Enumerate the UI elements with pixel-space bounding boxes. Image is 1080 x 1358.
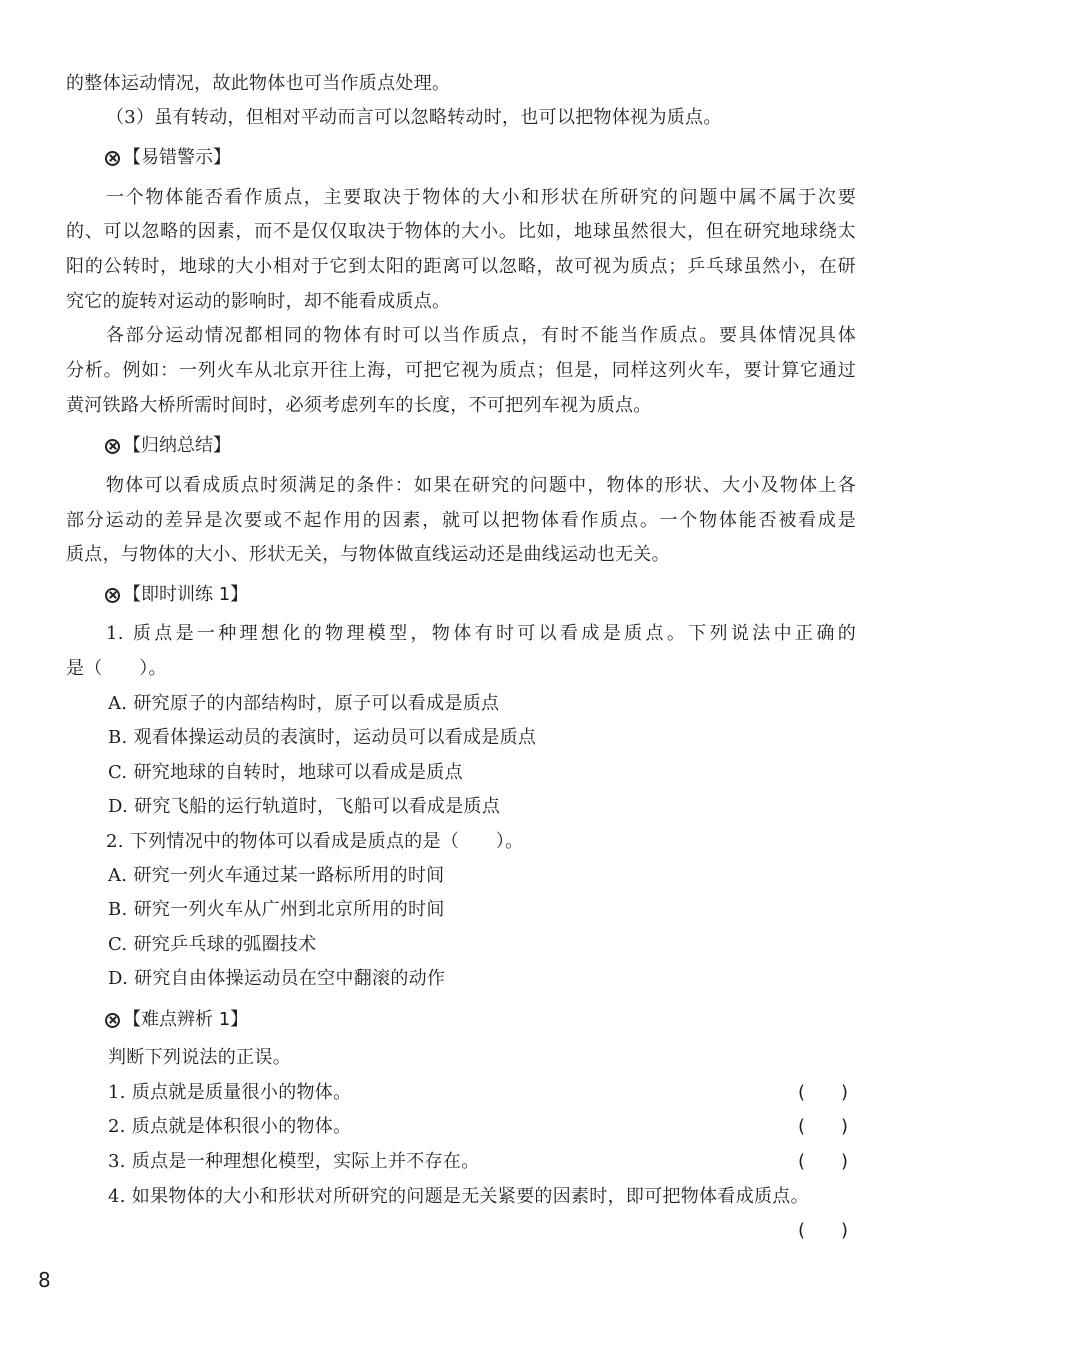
paragraph-line: 各部分运动情况都相同的物体有时可以当作质点，有时不能当作质点。要具体情况具体 xyxy=(106,325,856,346)
judgement-item: 4. 如果物体的大小和形状对所研究的问题是无关紧要的因素时，即可把物体看成质点。 xyxy=(108,1186,809,1207)
page-number: 8 xyxy=(38,1268,51,1292)
section-marker-icon xyxy=(105,588,120,603)
question-stem: 是（ ）。 xyxy=(66,658,167,679)
section-heading-label: 【即时训练 1】 xyxy=(123,584,249,605)
answer-blank[interactable]: ( ) xyxy=(798,1116,849,1137)
section-marker-icon xyxy=(105,1013,120,1028)
section-marker-icon xyxy=(105,439,120,454)
section-heading-analysis xyxy=(105,1008,248,1032)
judgement-item: 2. 质点就是体积很小的物体。 xyxy=(108,1116,352,1137)
judgement-item: 1. 质点就是质量很小的物体。 xyxy=(108,1082,352,1103)
question-option: C. 研究乒乓球的弧圈技术 xyxy=(108,934,317,955)
question-option: A. 研究一列火车通过某一路标所用的时间 xyxy=(108,865,445,886)
question-stem: 2. 下列情况中的物体可以看成是质点的是（ ）。 xyxy=(106,831,524,852)
question-option: B. 研究一列火车从广州到北京所用的时间 xyxy=(108,899,445,920)
question-option: B. 观看体操运动员的表演时，运动员可以看成是质点 xyxy=(108,727,537,748)
paragraph-line: 质点，与物体的大小、形状无关，与物体做直线运动还是曲线运动也无关。 xyxy=(66,544,670,565)
judgement-item: 3. 质点是一种理想化模型，实际上并不存在。 xyxy=(108,1151,480,1172)
section-heading-label: 【难点辨析 1】 xyxy=(123,1009,249,1030)
answer-blank[interactable]: ( ) xyxy=(798,1220,849,1241)
question-stem: 1. 质点是一种理想化的物理模型，物体有时可以看成是质点。下列说法中正确的 xyxy=(106,623,856,644)
paragraph-line: 黄河铁路大桥所需时间时，必须考虑列车的长度，不可把列车视为质点。 xyxy=(66,395,652,416)
paragraph-line: 阳的公转时，地球的大小相对于它到太阳的距离可以忽略，故可视为质点；乒乓球虽然小，在研 xyxy=(66,256,856,277)
intro-line: 的整体运动情况，故此物体也可当作质点处理。 xyxy=(66,73,451,94)
paragraph-line: 的、可以忽略的因素，而不是仅仅取决于物体的大小。比如，地球虽然很大，但在研究地球绕太 xyxy=(66,221,856,242)
question-option: D. 研究飞船的运行轨道时，飞船可以看成是质点 xyxy=(108,796,501,817)
question-option: A. 研究原子的内部结构时，原子可以看成是质点 xyxy=(108,693,500,714)
section-marker-icon xyxy=(105,151,120,166)
paragraph-line: 部分运动的差异是次要或不起作用的因素，就可以把物体看作质点。一个物体能否被看成是 xyxy=(66,510,856,531)
section-heading-label: 【归纳总结】 xyxy=(123,435,231,456)
paragraph-line: 究它的旋转对运动的影响时，却不能看成质点。 xyxy=(66,291,451,312)
analysis-intro: 判断下列说法的正误。 xyxy=(108,1047,291,1068)
intro-line: （3）虽有转动，但相对平动而言可以忽略转动时，也可以把物体视为质点。 xyxy=(106,107,722,128)
section-heading-label: 【易错警示】 xyxy=(123,147,231,168)
answer-blank[interactable]: ( ) xyxy=(798,1082,849,1103)
paragraph-line: 一个物体能否看作质点，主要取决于物体的大小和形状在所研究的问题中属不属于次要 xyxy=(106,187,856,208)
section-heading-training xyxy=(105,583,248,607)
answer-blank[interactable]: ( ) xyxy=(798,1151,849,1172)
section-heading-warning xyxy=(105,146,231,170)
paragraph-line: 物体可以看成质点时须满足的条件：如果在研究的问题中，物体的形状、大小及物体上各 xyxy=(106,475,856,496)
paragraph-line: 分析。例如：一列火车从北京开往上海，可把它视为质点；但是，同样这列火车，要计算它通过 xyxy=(66,360,856,381)
question-option: D. 研究自由体操运动员在空中翻滚的动作 xyxy=(108,968,446,989)
question-option: C. 研究地球的自转时，地球可以看成是质点 xyxy=(108,762,463,783)
section-heading-summary xyxy=(105,434,231,458)
